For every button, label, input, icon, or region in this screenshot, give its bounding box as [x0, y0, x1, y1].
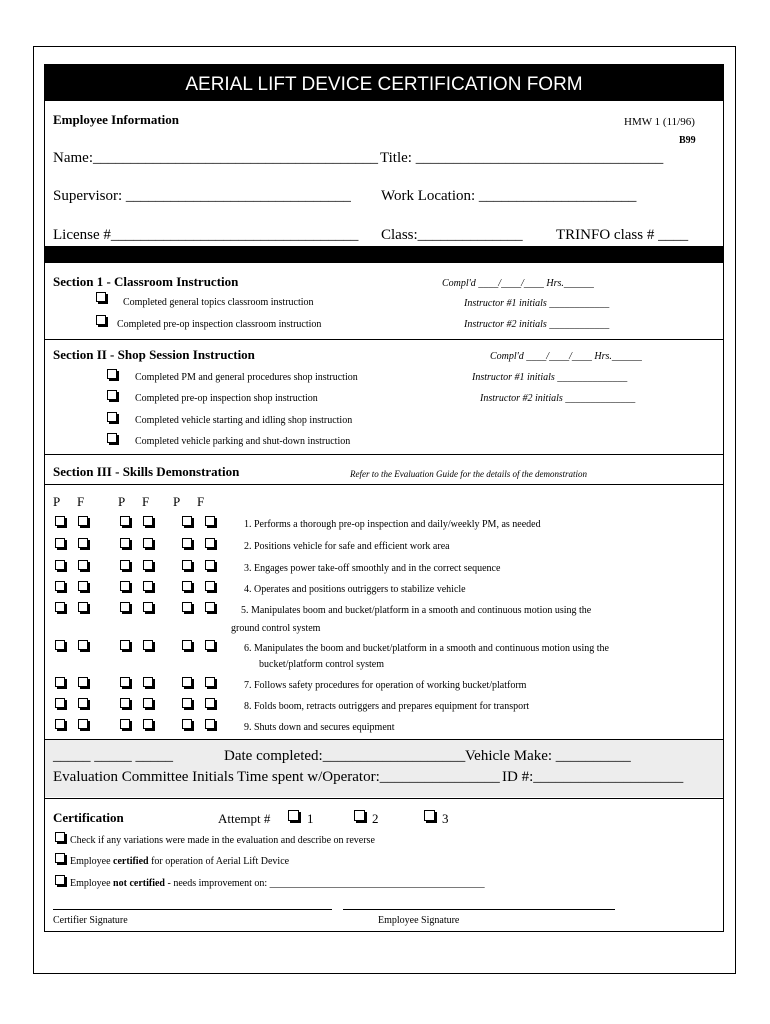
section1-item2-label: Completed pre-op inspection classroom instruction	[117, 319, 322, 330]
section-divider-bar	[44, 246, 724, 263]
section2-item4-checkbox[interactable]	[107, 433, 117, 443]
section2-heading: Section II - Shop Session Instruction	[53, 347, 255, 362]
committee-initials-blanks[interactable]: _____ _____ _____	[53, 748, 173, 764]
not-certified-label-pre: Employee	[70, 878, 114, 889]
work-location-field[interactable]: Work Location: _____________________	[381, 188, 637, 204]
skill7-attempt1-fail-checkbox[interactable]	[78, 677, 88, 687]
not-certified-label[interactable]	[70, 878, 485, 889]
attempt-2-checkbox[interactable]	[354, 810, 365, 821]
skill8-attempt1-fail-checkbox[interactable]	[78, 698, 88, 708]
skill-item1-label: 1. Performs a thorough pre-op inspection and daily/weekly PM, as needed	[244, 519, 541, 530]
fail-header-3: F	[197, 494, 205, 509]
divider	[44, 798, 724, 799]
employee-signature-label: Employee Signature	[378, 915, 460, 926]
employee-signature-line[interactable]	[343, 909, 615, 910]
skill-item6-label: 6. Manipulates the boom and bucket/platform in a smooth and continuous motion using the	[244, 643, 609, 654]
skill8-attempt3-pass-checkbox[interactable]	[182, 698, 192, 708]
supervisor-field[interactable]: Supervisor: ______________________________	[53, 188, 351, 204]
pass-header-3: P	[173, 494, 181, 509]
certifier-signature-label: Certifier Signature	[53, 915, 128, 926]
certified-label-post: for operation of Aerial Lift Device	[148, 856, 290, 867]
divider	[44, 339, 724, 340]
skill9-attempt2-pass-checkbox[interactable]	[120, 719, 130, 729]
skill6-attempt2-fail-checkbox[interactable]	[143, 640, 153, 650]
employee-info-heading: Employee Information	[53, 112, 180, 127]
skill5-attempt1-pass-checkbox[interactable]	[55, 602, 65, 612]
skill4-attempt3-fail-checkbox[interactable]	[205, 581, 215, 591]
fail-header-1: F	[77, 494, 85, 509]
form-title: AERIAL LIFT DEVICE CERTIFICATION FORM	[44, 64, 724, 101]
section2-item1-checkbox[interactable]	[107, 369, 117, 379]
attempt-3-label: 3	[442, 811, 449, 826]
skill8-attempt3-fail-checkbox[interactable]	[205, 698, 215, 708]
section1-item1-label: Completed general topics classroom instruction	[123, 297, 314, 308]
committee-initials-label: Evaluation Committee Initials	[53, 769, 234, 785]
section1-item2-checkbox[interactable]	[96, 315, 106, 325]
skill-item7-label: 7. Follows safety procedures for operation of working bucket/platform	[244, 680, 527, 691]
skill7-attempt3-pass-checkbox[interactable]	[182, 677, 192, 687]
skill9-attempt3-fail-checkbox[interactable]	[205, 719, 215, 729]
skill1-attempt2-pass-checkbox[interactable]	[120, 516, 130, 526]
section2-item2-label: Completed pre-op inspection shop instruction	[135, 393, 318, 404]
section3-note: Refer to the Evaluation Guide for the details of the demonstration	[350, 469, 587, 479]
section2-item1-label: Completed PM and general procedures shop instruction	[135, 372, 358, 383]
section1-heading: Section 1 - Classroom Instruction	[53, 274, 239, 289]
fail-header-2: F	[142, 494, 150, 509]
form-code: HMW 1 (11/96)	[624, 116, 695, 128]
section1-instructor2[interactable]: Instructor #2 initials ____________	[464, 319, 610, 330]
skill-item9-label: 9. Shuts down and secures equipment	[244, 722, 395, 733]
certified-label	[70, 856, 289, 867]
skill4-attempt3-pass-checkbox[interactable]	[182, 581, 192, 591]
trinfo-field[interactable]: TRINFO class # ____	[556, 227, 689, 243]
skill7-attempt2-fail-checkbox[interactable]	[143, 677, 153, 687]
skill2-attempt2-pass-checkbox[interactable]	[120, 538, 130, 548]
divider	[44, 484, 724, 485]
skill8-attempt2-pass-checkbox[interactable]	[120, 698, 130, 708]
certification-heading: Certification	[53, 810, 124, 825]
vehicle-make-field[interactable]: Vehicle Make: __________	[465, 748, 631, 764]
section2-instructor2[interactable]: Instructor #2 initials ______________	[480, 393, 636, 404]
certified-label-pre: Employee	[70, 856, 114, 867]
class-field[interactable]: Class:______________	[381, 227, 523, 243]
section1-instructor1[interactable]: Instructor #1 initials ____________	[464, 298, 610, 309]
pass-header-2: P	[118, 494, 126, 509]
section2-instructor1[interactable]: Instructor #1 initials ______________	[472, 372, 628, 383]
variations-checkbox[interactable]	[55, 832, 65, 842]
form-sub-code: B99	[679, 135, 696, 146]
skill-item5-label: 5. Manipulates boom and bucket/platform in a smooth and continuous motion using the	[241, 605, 592, 616]
skill8-attempt1-pass-checkbox[interactable]	[55, 698, 65, 708]
skill3-attempt2-fail-checkbox[interactable]	[143, 560, 153, 570]
skill1-attempt1-pass-checkbox[interactable]	[55, 516, 65, 526]
skill-item2-label: 2. Positions vehicle for safe and efficient work area	[244, 541, 450, 552]
skill2-attempt3-pass-checkbox[interactable]	[182, 538, 192, 548]
skill1-attempt1-fail-checkbox[interactable]	[78, 516, 88, 526]
not-certified-label-post: - needs improvement on: ___________________________________________	[164, 878, 485, 889]
divider	[44, 454, 724, 455]
time-spent-field[interactable]: Time spent w/Operator:________________	[237, 769, 500, 785]
skill7-attempt1-pass-checkbox[interactable]	[55, 677, 65, 687]
skill5-attempt1-fail-checkbox[interactable]	[78, 602, 88, 612]
skill2-attempt3-fail-checkbox[interactable]	[205, 538, 215, 548]
section2-completed[interactable]: Compl'd ____/____/____ Hrs.______	[490, 351, 642, 362]
attempt-1-label: 1	[307, 811, 314, 826]
skill1-attempt3-pass-checkbox[interactable]	[182, 516, 192, 526]
skill5-attempt2-pass-checkbox[interactable]	[120, 602, 130, 612]
id-field[interactable]: ID #:____________________	[502, 769, 684, 785]
skill4-attempt2-fail-checkbox[interactable]	[143, 581, 153, 591]
section2-item2-checkbox[interactable]	[107, 390, 117, 400]
skill5-attempt2-fail-checkbox[interactable]	[143, 602, 153, 612]
skill2-attempt1-fail-checkbox[interactable]	[78, 538, 88, 548]
pass-header-1: P	[53, 494, 61, 509]
certified-checkbox[interactable]	[55, 853, 65, 863]
skill9-attempt1-pass-checkbox[interactable]	[55, 719, 65, 729]
attempt-label: Attempt #	[218, 811, 271, 826]
skill1-attempt3-fail-checkbox[interactable]	[205, 516, 215, 526]
not-certified-checkbox[interactable]	[55, 875, 65, 885]
not-certified-label-bold: not certified	[113, 878, 165, 889]
section1-completed[interactable]: Compl'd ____/____/____ Hrs.______	[442, 278, 594, 289]
attempt-1-checkbox[interactable]	[288, 810, 299, 821]
skill3-attempt3-pass-checkbox[interactable]	[182, 560, 192, 570]
certifier-signature-line[interactable]	[53, 909, 332, 910]
skill5-attempt3-fail-checkbox[interactable]	[205, 602, 215, 612]
section3-heading: Section III - Skills Demonstration	[53, 464, 240, 479]
attempt-2-label: 2	[372, 811, 379, 826]
skill3-attempt1-pass-checkbox[interactable]	[55, 560, 65, 570]
skill3-attempt2-pass-checkbox[interactable]	[120, 560, 130, 570]
section1-item1-checkbox[interactable]	[96, 292, 106, 302]
skill-item4-label: 4. Operates and positions outriggers to stabilize vehicle	[244, 584, 466, 595]
skill-item8-label: 8. Folds boom, retracts outriggers and prepares equipment for transport	[244, 701, 530, 712]
certified-label-bold: certified	[113, 856, 149, 867]
skill9-attempt3-pass-checkbox[interactable]	[182, 719, 192, 729]
skill3-attempt3-fail-checkbox[interactable]	[205, 560, 215, 570]
skill6-attempt2-pass-checkbox[interactable]	[120, 640, 130, 650]
skill6-attempt1-pass-checkbox[interactable]	[55, 640, 65, 650]
skill-item3-label: 3. Engages power take-off smoothly and in the correct sequence	[244, 563, 501, 574]
skill5-attempt3-pass-checkbox[interactable]	[182, 602, 192, 612]
title-field[interactable]: Title: _________________________________	[380, 150, 664, 166]
skill3-attempt1-fail-checkbox[interactable]	[78, 560, 88, 570]
attempt-3-checkbox[interactable]	[424, 810, 435, 821]
skill6-attempt3-fail-checkbox[interactable]	[205, 640, 215, 650]
section2-item4-label: Completed vehicle parking and shut-down instruction	[135, 436, 351, 447]
skill2-attempt1-pass-checkbox[interactable]	[55, 538, 65, 548]
skill1-attempt2-fail-checkbox[interactable]	[143, 516, 153, 526]
skill4-attempt1-fail-checkbox[interactable]	[78, 581, 88, 591]
skill6-attempt3-pass-checkbox[interactable]	[182, 640, 192, 650]
skill-item6-continued: bucket/platform control system	[259, 659, 384, 670]
skill4-attempt2-pass-checkbox[interactable]	[120, 581, 130, 591]
skill2-attempt2-fail-checkbox[interactable]	[143, 538, 153, 548]
skill6-attempt1-fail-checkbox[interactable]	[78, 640, 88, 650]
date-completed-field[interactable]: Date completed:___________________	[224, 748, 466, 764]
skill7-attempt3-fail-checkbox[interactable]	[205, 677, 215, 687]
skill9-attempt1-fail-checkbox[interactable]	[78, 719, 88, 729]
license-field[interactable]: License #_________________________________	[53, 227, 359, 243]
name-field[interactable]: Name:______________________________________	[53, 150, 378, 166]
skill8-attempt2-fail-checkbox[interactable]	[143, 698, 153, 708]
section2-item3-checkbox[interactable]	[107, 412, 117, 422]
skill9-attempt2-fail-checkbox[interactable]	[143, 719, 153, 729]
skill-item5-continued: ground control system	[231, 623, 321, 634]
variations-label: Check if any variations were made in the evaluation and describe on reverse	[70, 835, 375, 846]
skill4-attempt1-pass-checkbox[interactable]	[55, 581, 65, 591]
section2-item3-label: Completed vehicle starting and idling shop instruction	[135, 415, 353, 426]
skill7-attempt2-pass-checkbox[interactable]	[120, 677, 130, 687]
